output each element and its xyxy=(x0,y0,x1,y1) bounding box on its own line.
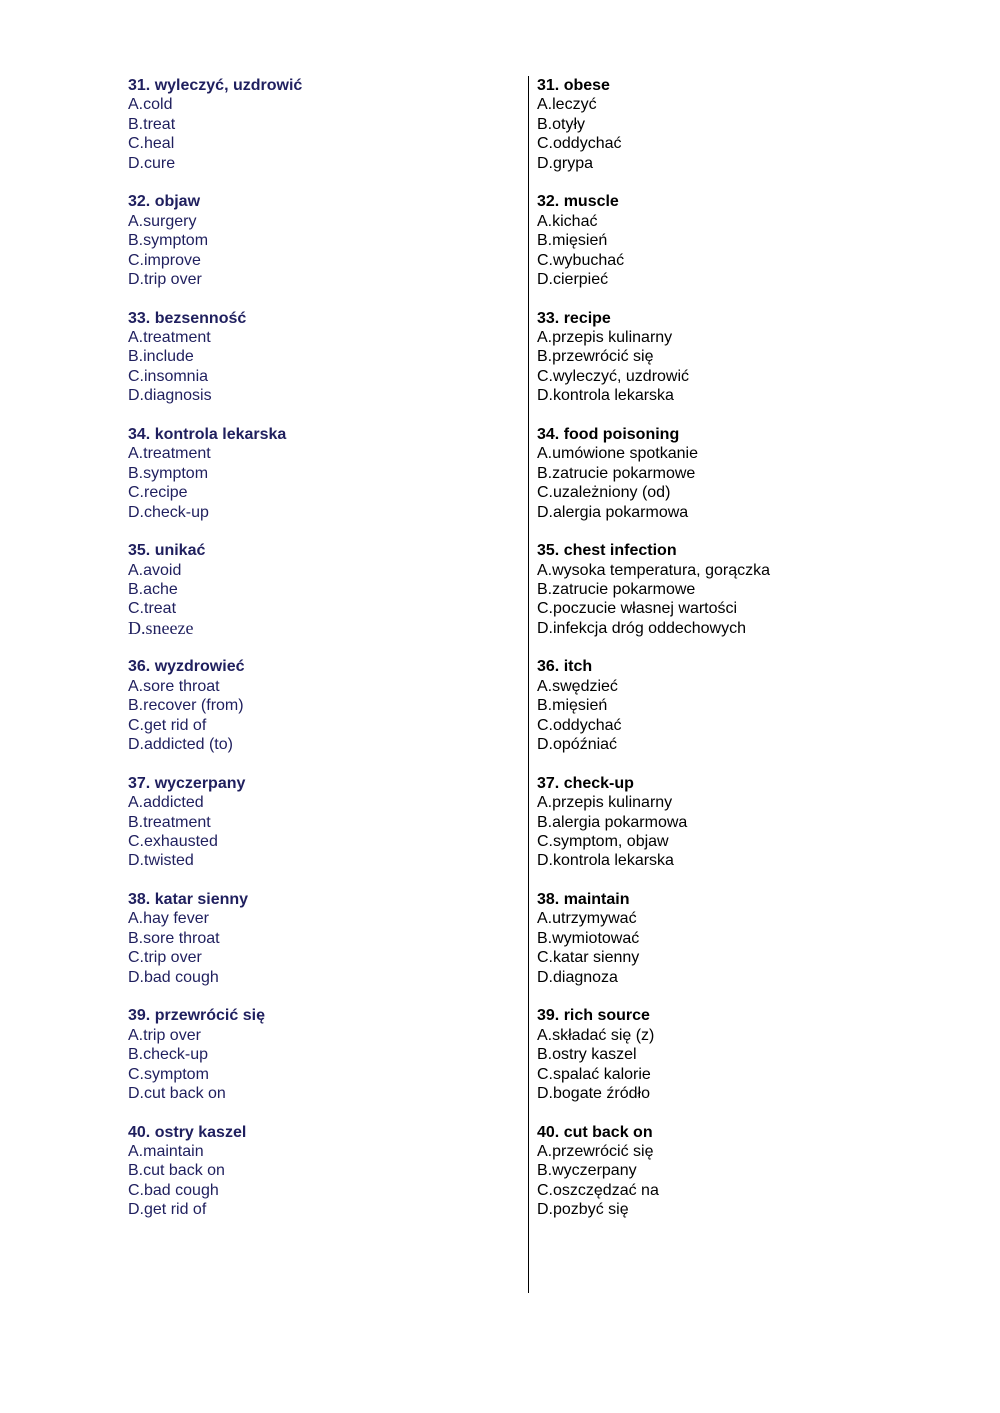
option-c: C.wybuchać xyxy=(537,251,625,269)
question-title: 36. itch xyxy=(537,658,593,676)
option-b: B.przewrócić się xyxy=(537,348,654,366)
option-d: D.cut back on xyxy=(128,1085,226,1102)
question-title: 37. wyczerpany xyxy=(128,774,246,792)
question-36-right xyxy=(537,657,977,773)
option-c: C.spalać kalorie xyxy=(537,1065,651,1083)
option-b: B.cut back on xyxy=(128,1162,225,1180)
question-34-left xyxy=(128,425,518,541)
question-title: 35. chest infection xyxy=(537,542,677,560)
option-c: C.symptom, objaw xyxy=(537,833,669,850)
option-d: D.trip over xyxy=(128,270,202,288)
option-b: B.symptom xyxy=(128,464,209,482)
option-c: C.symptom xyxy=(128,1065,209,1083)
option-d: D.bad cough xyxy=(128,968,219,986)
question-36-left xyxy=(128,657,518,773)
option-c: C.get rid of xyxy=(128,716,207,734)
option-d: D.bogate źródło xyxy=(537,1085,650,1102)
question-39-right xyxy=(537,1006,977,1122)
option-d: D.kontrola lekarska xyxy=(537,387,674,405)
question-title: 38. katar sienny xyxy=(128,891,249,909)
question-38-left xyxy=(128,890,518,1006)
question-title: 38. maintain xyxy=(537,891,630,909)
question-title: 32. muscle xyxy=(537,193,619,211)
question-title: 36. wyzdrowieć xyxy=(128,658,245,676)
option-d: D.check-up xyxy=(128,503,209,521)
option-c: C.wyleczyć, uzdrowić xyxy=(537,367,690,385)
question-title: 39. rich source xyxy=(537,1007,650,1025)
option-b: B.otyły xyxy=(537,115,586,133)
option-d: D.cure xyxy=(128,154,176,172)
option-b: B.wyczerpany xyxy=(537,1162,637,1180)
question-title: 40. cut back on xyxy=(537,1123,653,1141)
option-d: D.get rid of xyxy=(128,1201,207,1219)
question-40-right xyxy=(537,1123,977,1239)
left-column xyxy=(128,76,518,1239)
question-title: 34. food poisoning xyxy=(537,425,680,443)
question-40-left xyxy=(128,1123,518,1239)
option-b: B.ostry kaszel xyxy=(537,1046,637,1064)
option-c: C.oszczędzać na xyxy=(537,1181,659,1199)
option-d: D.twisted xyxy=(128,852,194,870)
option-c: C.oddychać xyxy=(537,135,622,153)
option-a: A.wysoka temperatura, gorączka xyxy=(537,561,770,579)
option-b: B.wymiotować xyxy=(537,929,640,947)
question-37-left xyxy=(128,774,518,890)
option-a: A.przepis kulinarny xyxy=(537,329,673,346)
option-b: B.recover (from) xyxy=(128,697,244,715)
question-37-right xyxy=(537,774,977,890)
option-d: D.alergia pokarmowa xyxy=(537,503,689,521)
option-b: B.symptom xyxy=(128,232,209,250)
question-31-left xyxy=(128,76,518,192)
option-b: B.check-up xyxy=(128,1046,209,1064)
question-title: 32. objaw xyxy=(128,193,201,211)
option-c: C.oddychać xyxy=(537,716,622,734)
option-c: C.bad cough xyxy=(128,1181,219,1199)
option-a: A.addicted xyxy=(128,794,204,812)
option-a: A.składać się (z) xyxy=(537,1026,655,1044)
option-d: D.diagnosis xyxy=(128,387,212,405)
option-d: D.addicted (to) xyxy=(128,736,233,754)
option-d: D.opóźniać xyxy=(537,736,618,754)
question-title: 37. check-up xyxy=(537,774,634,792)
option-c: C.heal xyxy=(128,135,175,153)
option-d: D.infekcja dróg oddechowych xyxy=(537,619,747,637)
option-c: C.recipe xyxy=(128,484,188,502)
option-a: A.kichać xyxy=(537,212,598,230)
option-b: B.zatrucie pokarmowe xyxy=(537,581,696,598)
option-b: B.sore throat xyxy=(128,929,220,947)
question-title: 40. ostry kaszel xyxy=(128,1123,247,1141)
option-c: C.uzależniony (od) xyxy=(537,484,671,502)
option-b: B.mięsień xyxy=(537,697,608,715)
question-title: 34. kontrola lekarska xyxy=(128,425,287,443)
question-33-right xyxy=(537,309,977,425)
option-c: C.poczucie własnej wartości xyxy=(537,600,738,618)
option-a: A.leczyć xyxy=(537,96,597,114)
option-c: C.exhausted xyxy=(128,833,218,850)
option-d: D.pozbyć się xyxy=(537,1201,629,1219)
question-31-right xyxy=(537,76,977,192)
column-divider xyxy=(528,76,529,1293)
option-a: A.treatment xyxy=(128,445,211,463)
question-title: 31. obese xyxy=(537,77,610,94)
option-c: C.trip over xyxy=(128,949,202,967)
option-d: D.kontrola lekarska xyxy=(537,852,674,870)
option-b: B.alergia pokarmowa xyxy=(537,813,688,831)
option-a: A.maintain xyxy=(128,1143,204,1161)
option-b: B.include xyxy=(128,348,194,366)
question-33-left xyxy=(128,309,518,425)
question-title: 33. recipe xyxy=(537,309,611,327)
option-b: B.treat xyxy=(128,115,176,133)
option-d: D.diagnoza xyxy=(537,968,618,986)
option-c: C.insomnia xyxy=(128,367,209,385)
option-c: C.katar sienny xyxy=(537,949,640,967)
question-34-right xyxy=(537,425,977,541)
question-title: 35. unikać xyxy=(128,542,206,560)
option-a: A.przepis kulinarny xyxy=(537,794,673,812)
option-a: A.przewrócić się xyxy=(537,1143,654,1161)
option-a: A.surgery xyxy=(128,212,197,230)
question-title: 33. bezsenność xyxy=(128,309,247,327)
option-b: B.zatrucie pokarmowe xyxy=(537,464,696,482)
option-a: A.utrzymywać xyxy=(537,910,637,928)
option-b: B.mięsień xyxy=(537,232,608,250)
option-a: A.sore throat xyxy=(128,677,220,695)
question-title: 39. przewrócić się xyxy=(128,1007,265,1025)
question-32-left xyxy=(128,192,518,308)
option-a: A.avoid xyxy=(128,561,182,579)
option-a: A.trip over xyxy=(128,1026,201,1044)
option-d: D.grypa xyxy=(537,154,594,172)
option-a: A.swędzieć xyxy=(537,677,618,695)
option-b: B.treatment xyxy=(128,813,211,831)
option-c: C.improve xyxy=(128,251,201,269)
question-38-right xyxy=(537,890,977,1006)
option-a: A.cold xyxy=(128,96,173,114)
question-32-right xyxy=(537,192,977,308)
option-b: B.ache xyxy=(128,581,178,598)
option-a: A.umówione spotkanie xyxy=(537,445,698,463)
option-d: D.cierpieć xyxy=(537,270,609,288)
option-a: A.hay fever xyxy=(128,910,209,928)
question-title: 31. wyleczyć, uzdrowić xyxy=(128,77,303,94)
right-column xyxy=(537,76,977,1239)
question-35-left xyxy=(128,541,518,657)
question-35-right xyxy=(537,541,977,657)
option-a: A.treatment xyxy=(128,329,211,346)
option-d: D.sneeze xyxy=(128,617,194,638)
question-39-left xyxy=(128,1006,518,1122)
option-c: C.treat xyxy=(128,600,177,618)
